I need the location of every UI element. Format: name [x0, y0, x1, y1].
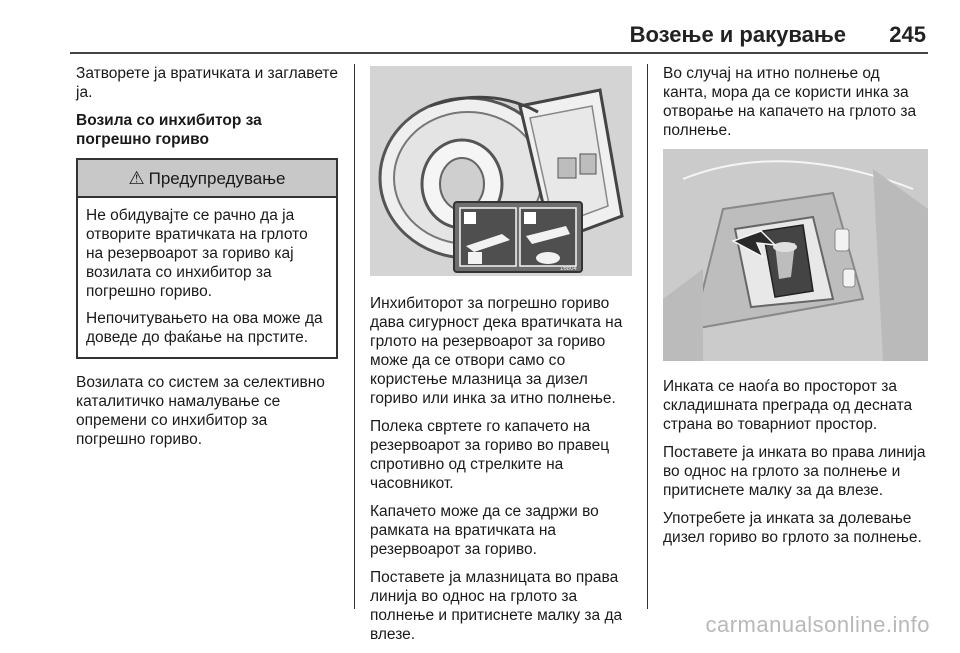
column-divider-right: [647, 64, 648, 609]
section-heading: Возила со инхибитор за погрешно гориво: [76, 112, 262, 148]
column-left: [76, 64, 338, 458]
warning-paragraph-2: Непочитувањето на ова може да доведе до фаќање на прстите.: [86, 310, 323, 346]
paragraph-funnel-location: Инката се наоѓа во просторот за складишната преграда од десната страна во товарниот простор.: [663, 378, 913, 433]
funnel-location-illustration: [663, 149, 928, 361]
watermark-text: carmanualsonline.info: [705, 612, 930, 637]
fuel-flap-illustration: [370, 66, 632, 276]
paragraph-emergency-fill: Во случај на итно полнење од канта, мора да се користи инка за отворање на капачето на грлото за полнење.: [663, 65, 917, 139]
paragraph-scr-vehicles: Возилата со систем за селективно каталитичко намалување се опремени со инхибитор за погрешно гориво.: [76, 374, 325, 448]
warning-title: Предупредување: [148, 169, 286, 188]
warning-triangle-icon: ⚠: [128, 168, 145, 188]
paragraph-cap-holder: Капачето може да се задржи во рамката на вратичката на резервоарот за гориво.: [370, 503, 599, 558]
warning-box: [76, 158, 338, 359]
warning-body: [78, 198, 336, 357]
page-header: [70, 22, 928, 54]
warning-paragraph-1: Не обидувајте се рачно да ја отворите вратичката на грлото на резервоарот за гориво кај возилата со инхибитор за погрешно гориво.: [86, 207, 308, 300]
warning-header: [78, 160, 336, 198]
paragraph-turn-cap: Полека свртете го капачето на резервоарот за гориво во правец спротивно од стрелките на часовникот.: [370, 418, 610, 492]
paragraph-close-flap: Затворете ја вратичката и заглавете ја.: [76, 65, 338, 101]
paragraph-nozzle: Поставете ја млазницата во права линија во однос на грлото за полнење и притиснете малку за да влезе.: [370, 569, 623, 643]
chapter-title: Возење и ракување: [629, 22, 846, 47]
figure-code-label: 16804: [560, 266, 577, 272]
column-right: [663, 64, 928, 556]
paragraph-use-funnel: Употребете ја инката за долевање дизел гориво во грлото за полнење.: [663, 510, 922, 546]
page-number: 245: [889, 22, 926, 47]
paragraph-inhibitor: Инхибиторот за погрешно гориво дава сигурност дека вратичката на грлото на резервоарот за гориво може да се отвори само со користење млазница за дизел гориво или инка за итно полнење.: [370, 295, 623, 407]
paragraph-insert-funnel: Поставете ја инката во права линија во однос на грлото за полнење и притиснете малку за да влезе.: [663, 444, 926, 499]
column-divider-left: [354, 64, 355, 609]
column-middle: [370, 64, 632, 653]
